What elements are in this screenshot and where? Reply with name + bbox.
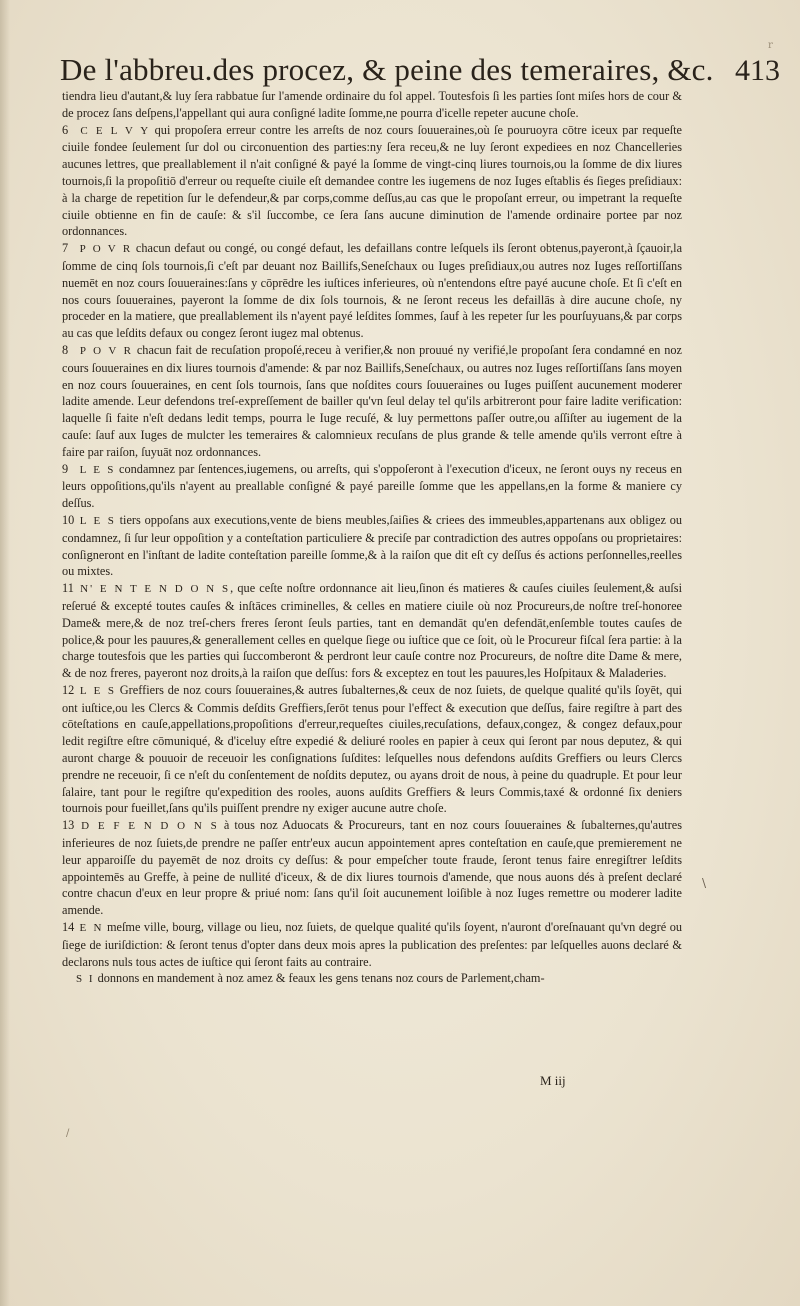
- article-lead: D E F E N D O N S: [81, 820, 219, 833]
- closing-line: [62, 970, 682, 988]
- article-number: 6: [62, 122, 69, 137]
- article-number: 7: [62, 241, 69, 256]
- body-text: [62, 88, 682, 988]
- article-9: [62, 461, 682, 512]
- article-number: 10: [62, 512, 75, 527]
- article-text: tiers oppoſans aux executions,vente de biens meubles,ſaiſies & criees des immeubles,appartenans aux obligez ou condamnez, ſi ſur leur oppoſition y a conteſtation particuliere & preciſe par contradiction des autres oppoſans ou proprietaires: conſigneront en l'inſtant de ladite conteſtation pareille ſomme,& à la raiſon que dit eſt cy deſſus és actions perſonnelles,reelles ou mixtes.: [62, 512, 682, 579]
- article-text: qui propoſera erreur contre les arreſts de noz cours ſouueraines,où ſe pouruoyra cōtre iceux par requeſte ciuile fondee ſeulement ſur dol ou circonuention des parties:ny ſera receu,& ne luy ſeront expediees en noz Chancelleries aucunes lettres, que preallablement il n'ait conſigné & payé la ſomme de vingt-cinq liures tournois,ou la ſomme de dix liures tournois,ſi la propoſitiō d'erreur ou requeſte ciuile eſt demandee contre les iugemens de noz Iuges eſtablis és ſieges preſidiaux: à la charge de repetition ſur le defendeur,& par corps,comme deſſus,au cas que le propoſant erreur, ou impetrant la requeſte ciuile obtienne en fin de cauſe: & s'il ſuccombe, ce ſera ſans aucune diminution de l'amende ordinaire portee par noz ordonnances.: [62, 122, 683, 239]
- article-text: meſme ville, bourg, village ou lieu, noz ſuiets, de quelque qualité qu'ils ſoyent, n'auront d'oreſnauant qu'vn degré ou ſiege de iuriſdiction: & ſeront tenus d'opter dans deux mois apres la publication des preſentes: par leſquelles auons declaré & declarons nuls tous actes de iuſtice qui ſeront faits au contraire.: [62, 920, 682, 969]
- article-text: , que ceſte noſtre ordonnance ait lieu,ſinon és matieres & cauſes ciuiles ſeulement,& auſsi reſerué & excepté toutes cauſes & inſtāces criminelles, & celles en matiere ciuile où noz Procureurs,de noſtre treſ-honoree Dame& mere,& de noz treſ-chers freres ſeront ſeuls parties, tant en demandāt qu'en defendāt,enſemble toutes cauſes de police,& pour les pauures,& generallement celles en quelque ſiege ou iuſtice que ce ſoit, où le Procureur fiſcal ſera partie: à la charge toutesfois que les parties qui ſuccomberont & perdront leur cauſe contre noz Procureurs, de noſtre dite Dame & mere, & de noz freres, payeront noz droits,à la raiſon que deſſus: fors & exceptez en tout les pauures,les Hoſpitaux & Maladeries.: [62, 581, 682, 681]
- article-number: 9: [62, 461, 69, 476]
- article-6: [62, 122, 682, 241]
- article-text: chacun defaut ou congé, ou congé defaut, les defaillans contre leſquels ils ſeront obtenus,payeront,à ſçauoir,la ſomme de cinq ſols tournois,ſi c'eſt par deuant noz Baillifs,Seneſchaux ou Iuges preſidiaux,ou autres noz Iuges reſſortiſſans nuemēt en noz cours ſouueraines:ſans y cōprēdre les iuſtices inferieures, où n'entendons eſtre payé aucune choſe. Et ſi c'eſt en nos cours ſouueraines, payeront la ſomme de dix ſols tournois, & ne ſeront receus les defaillās à dire aucune choſe, ny proceder en la matiere, que preallablement ils n'ayent payé leſdites ſommes, ſauf à les repeter ſur les pourſuyuans,& par corps au cas que leſdits defaux ou congez ſeront iugez mal obtenus.: [62, 241, 683, 341]
- article-13: [62, 817, 682, 919]
- article-text: à tous noz Aduocats & Procureurs, tant en noz cours ſouueraines & ſubalternes,qu'autres inferieures de noz ſuiets,de prendre ne paſſer entr'eux aucun appointement apres conteſtation en cauſe,que premierement ne leur apparoiſſe du payemēt de noz droits cy deſſus: & pour empeſcher toute fraude, ſeront tenus faire enregiſtrer leſdits appointemēs au Greffe, à peine de nullité d'iceux, & de dix liures tournois d'amende, que nous auons dés à preſent declaré contre chacun d'eux en leur propre & priué nom: ſans qu'il ſoit aucunement loiſible à noz Iuges remettre ou moderer ladite amende.: [62, 818, 682, 918]
- corner-mark: r: [768, 40, 773, 51]
- article-7: [62, 240, 682, 342]
- article-number: 11: [62, 581, 74, 596]
- article-text: chacun fait de recuſation propoſé,receu à verifier,& non prouué ny verifié,le propoſant ſera condamné en noz cours ſouueraines en dix liures tournois d'amende: & par noz Baillifs,Seneſchaux, ou autres noz Iuges reſſortiſſans ſans moyen en noz cours ſouueraines, en cent ſols tournois, ſans que noſdites cours ſouueraines ou Iuges puiſſent aucunement moderer ladite amende. Leur defendons treſ-expreſſement de bailler qu'vn ſeul delay tel qu'ils arbitreront pour faire ladite verification: laquelle ſi faite n'eſt dedans ledit temps, pourra le Iuge recuſé, & luy permettons paſſer outre,ou aſſiſter au iugement de la cauſe: ſauf aux Iuges de mulcter les temeraires & calomnieux recuſans de plus grande & telle amende qu'ils verront eſtre à faire par raiſon, ſuyuāt noz ordonnances.: [62, 342, 682, 459]
- article-lead: L E S: [79, 684, 116, 697]
- article-lead: L E S: [79, 463, 116, 476]
- article-number: 12: [62, 682, 75, 697]
- article-10: [62, 512, 682, 580]
- paragraph-continuation: [62, 88, 682, 122]
- article-lead: N' E N T E N D O N S: [80, 583, 231, 596]
- page-number: 413: [735, 54, 780, 87]
- article-number: 14: [62, 920, 75, 935]
- stray-mark: /: [66, 1128, 70, 1139]
- running-title: De l'abbreu.des procez, & peine des temeraires, &c.: [60, 52, 714, 87]
- article-text: Greffiers de noz cours ſouueraines,& autres ſubalternes,& ceux de noz ſuiets, de quelque qualité qu'ils ſoyēt, qui ont iuſtice,ou les Clercs & Commis deſdits Greffiers,ſerōt tenus pour l'effect & execution que deſſus, faire regiſtre à part des cōteſtations en cauſe,appellations,propoſitions d'erreur,requeſtes ciuiles,recuſations, defaux,congez, & congez defaux,pour ledit regiſtre eſtre cōmuniqué, & d'iceluy eſtre expedié & deliuré rooles en papier à ceux qui ſeront par nous deputez, & qui auront charge & pouuoir de receuoir les conſignations ſuſdites: leſquelles nous defendons auſdits Greffiers ou leurs Clercs prendre ne receuoir, ſi ce n'eſt du conſentement de noſdits deputez, ou ayans droit de nous, à peine du quadruple. Et pour leur ſalaire, tant pour le regiſtre qu'expedition des rooles, auons auſdits Greffiers & leurs Commis,taxé & ordonné ſix deniers tournois pour fueillet,ſans qu'ils puiſſent prendre ny exiger aucune autre choſe.: [62, 682, 683, 816]
- paragraph-text: tiendra lieu d'autant,& luy ſera rabbatue ſur l'amende ordinaire du fol appel. Toutesfois ſi les parties ſont miſes hors de cour & de procez ſans deſpens,l'appellant qui aura conſigné ladite ſomme,ne pourra d'icelle repeter aucune choſe.: [62, 89, 682, 120]
- article-number: 8: [62, 342, 69, 357]
- article-14: [62, 919, 682, 970]
- article-8: [62, 342, 682, 461]
- article-12: [62, 682, 682, 817]
- article-text: condamnez par ſentences,iugemens, ou arreſts, qui s'oppoſeront à l'execution d'iceux, ne ſeront ouys ny receus en leurs oppoſitions,qu'ils n'ayent au preallable conſigné & payé pareille ſomme que les appellans,en la forme & maniere cy deſſus.: [62, 461, 683, 511]
- article-lead: L E S: [79, 514, 116, 527]
- margin-mark: \: [702, 876, 707, 890]
- article-number: 13: [62, 818, 75, 833]
- article-lead: E N: [79, 922, 104, 935]
- article-lead: C E L V Y: [80, 124, 151, 137]
- closing-lead: S I: [76, 973, 95, 986]
- article-lead: P O V R: [79, 344, 133, 357]
- article-lead: P O V R: [79, 243, 133, 256]
- closing-text: donnons en mandement à noz amez & feaux les gens tenans noz cours de Parlement,cham-: [97, 971, 545, 986]
- binding-gutter: [0, 0, 10, 1306]
- article-11: [62, 580, 682, 682]
- signature-mark: M iij: [540, 1073, 566, 1088]
